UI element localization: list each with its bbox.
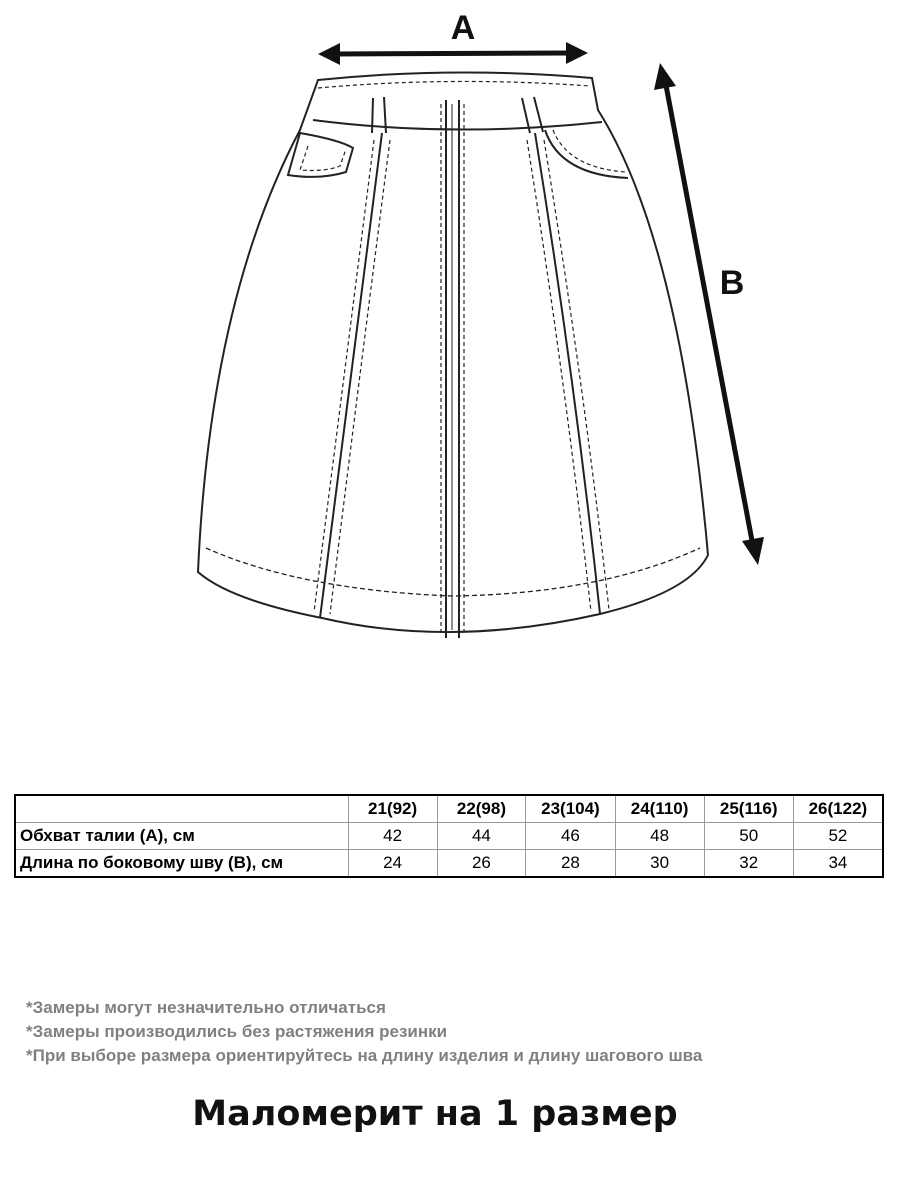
table-cell: 50: [704, 823, 793, 850]
table-cell: 52: [793, 823, 883, 850]
table-corner-cell: [15, 795, 348, 823]
size-header: 24(110): [615, 795, 704, 823]
table-cell: 26: [437, 850, 526, 878]
table-row: [15, 823, 883, 850]
measurement-notes: [26, 996, 702, 1068]
row-label-length: Длина по боковому шву (В), см: [15, 850, 348, 878]
size-header: 25(116): [704, 795, 793, 823]
table-cell: 46: [526, 823, 615, 850]
table-cell: 32: [704, 850, 793, 878]
row-label-waist: Обхват талии (А), см: [15, 823, 348, 850]
table-cell: 44: [437, 823, 526, 850]
table-cell: 48: [615, 823, 704, 850]
size-header: 26(122): [793, 795, 883, 823]
size-header: 21(92): [348, 795, 437, 823]
dimension-label-b: B: [719, 264, 745, 302]
table-cell: 28: [526, 850, 615, 878]
note-line: *При выборе размера ориентируйтесь на длину изделия и длину шагового шва: [26, 1046, 703, 1065]
table-header-row: [15, 795, 883, 823]
table-cell: 34: [793, 850, 883, 878]
table-row: [15, 850, 883, 878]
size-header: 23(104): [526, 795, 615, 823]
note-line: *Замеры могут незначительно отличаться: [26, 998, 386, 1017]
dimension-label-a: A: [450, 9, 476, 47]
table-cell: 24: [348, 850, 437, 878]
skirt-drawing: [198, 72, 708, 638]
size-verdict: Маломерит на 1 размер: [192, 1094, 678, 1134]
note-line: *Замеры производились без растяжения резинки: [26, 1022, 448, 1041]
size-header: 22(98): [437, 795, 526, 823]
size-table: [14, 794, 884, 878]
table-cell: 42: [348, 823, 437, 850]
table-cell: 30: [615, 850, 704, 878]
